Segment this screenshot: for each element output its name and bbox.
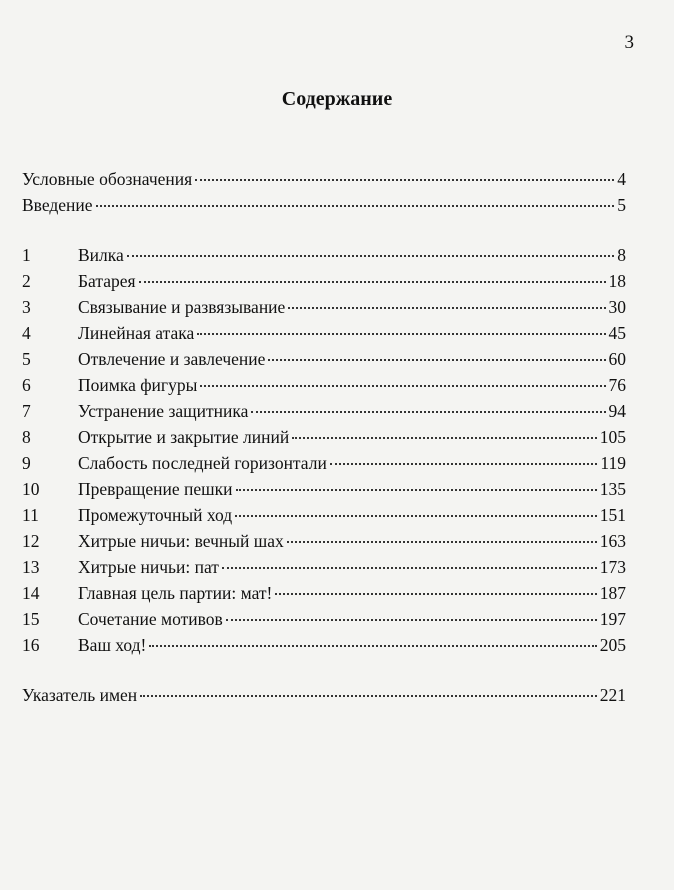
chapter-page: 105 bbox=[599, 427, 626, 447]
toc-entry-page: 4 bbox=[617, 169, 626, 189]
spacer bbox=[22, 218, 626, 242]
chapter-page: 60 bbox=[608, 349, 626, 369]
dot-leader bbox=[222, 567, 597, 569]
toc-chapter[interactable] bbox=[22, 502, 626, 528]
chapter-page: 187 bbox=[599, 583, 626, 603]
chapter-page: 205 bbox=[599, 635, 626, 655]
dot-leader bbox=[251, 411, 605, 413]
chapter-page: 119 bbox=[600, 453, 626, 473]
chapter-number: 9 bbox=[22, 453, 31, 473]
page-number: 3 bbox=[624, 32, 634, 53]
dot-leader bbox=[149, 645, 596, 647]
toc-chapter[interactable] bbox=[22, 372, 626, 398]
chapter-title: Открытие и закрытие линий bbox=[78, 427, 290, 447]
chapter-number: 10 bbox=[22, 479, 40, 499]
toc-chapter[interactable] bbox=[22, 450, 626, 476]
toc-entry-page: 221 bbox=[599, 685, 626, 705]
toc-chapter[interactable] bbox=[22, 580, 626, 606]
chapter-number: 13 bbox=[22, 557, 40, 577]
chapter-number: 1 bbox=[22, 245, 31, 265]
chapter-title: Связывание и развязывание bbox=[78, 297, 286, 317]
toc-chapter[interactable] bbox=[22, 554, 626, 580]
chapter-title: Сочетание мотивов bbox=[78, 609, 223, 629]
chapter-page: 197 bbox=[599, 609, 626, 629]
dot-leader bbox=[287, 541, 597, 543]
toc-chapter[interactable] bbox=[22, 476, 626, 502]
chapter-title: Превращение пешки bbox=[78, 479, 233, 499]
toc-chapter[interactable] bbox=[22, 606, 626, 632]
toc-chapter[interactable] bbox=[22, 346, 626, 372]
page-title: Содержание bbox=[281, 88, 393, 110]
toc-chapter[interactable] bbox=[22, 398, 626, 424]
toc-chapter[interactable] bbox=[22, 424, 626, 450]
dot-leader bbox=[288, 307, 605, 309]
toc-chapter[interactable] bbox=[22, 268, 626, 294]
chapter-page: 45 bbox=[608, 323, 626, 343]
dot-leader bbox=[200, 385, 605, 387]
dot-leader bbox=[140, 695, 597, 697]
toc-chapter[interactable] bbox=[22, 632, 626, 658]
dot-leader bbox=[127, 255, 614, 257]
chapter-page: 94 bbox=[608, 401, 626, 421]
chapter-page: 163 bbox=[599, 531, 626, 551]
toc-entry[interactable] bbox=[22, 192, 626, 218]
chapter-title: Промежуточный ход bbox=[78, 505, 233, 525]
chapter-title: Устранение защитника bbox=[78, 401, 249, 421]
dot-leader bbox=[275, 593, 596, 595]
chapter-page: 30 bbox=[608, 297, 626, 317]
chapter-page: 151 bbox=[599, 505, 626, 525]
chapter-page: 76 bbox=[608, 375, 626, 395]
chapter-number: 3 bbox=[22, 297, 31, 317]
chapter-number: 14 bbox=[22, 583, 40, 603]
toc-entry-label: Условные обозначения bbox=[22, 169, 193, 189]
toc-chapter[interactable] bbox=[22, 294, 626, 320]
chapter-title: Ваш ход! bbox=[78, 635, 147, 655]
chapter-number: 8 bbox=[22, 427, 31, 447]
chapter-number: 7 bbox=[22, 401, 31, 421]
dot-leader bbox=[330, 463, 598, 465]
chapter-title: Главная цель партии: мат! bbox=[78, 583, 273, 603]
chapter-page: 173 bbox=[599, 557, 626, 577]
dot-leader bbox=[195, 179, 614, 181]
chapter-number: 2 bbox=[22, 271, 31, 291]
chapter-title: Хитрые ничьи: вечный шах bbox=[78, 531, 284, 551]
chapter-number: 4 bbox=[22, 323, 31, 343]
chapter-title: Отвлечение и завлечение bbox=[78, 349, 266, 369]
chapter-title: Поимка фигуры bbox=[78, 375, 198, 395]
spacer bbox=[22, 658, 626, 682]
toc-chapter[interactable] bbox=[22, 242, 626, 268]
chapter-title: Линейная атака bbox=[78, 323, 195, 343]
dot-leader bbox=[292, 437, 597, 439]
chapter-number: 12 bbox=[22, 531, 40, 551]
chapter-title: Вилка bbox=[78, 245, 124, 265]
toc-entry[interactable] bbox=[22, 682, 626, 708]
toc-entry[interactable] bbox=[22, 166, 626, 192]
chapter-number: 5 bbox=[22, 349, 31, 369]
dot-leader bbox=[197, 333, 605, 335]
dot-leader bbox=[226, 619, 597, 621]
toc-entry-label: Указатель имен bbox=[22, 685, 138, 705]
chapter-number: 6 bbox=[22, 375, 31, 395]
chapter-title: Слабость последней горизонтали bbox=[78, 453, 327, 473]
chapter-page: 18 bbox=[608, 271, 626, 291]
dot-leader bbox=[235, 515, 597, 517]
chapter-number: 15 bbox=[22, 609, 40, 629]
toc-entry-page: 5 bbox=[617, 195, 626, 215]
dot-leader bbox=[139, 281, 606, 283]
dot-leader bbox=[268, 359, 605, 361]
chapter-title: Хитрые ничьи: пат bbox=[78, 557, 219, 577]
chapter-number: 16 bbox=[22, 635, 40, 655]
table-of-contents bbox=[22, 166, 626, 708]
chapter-page: 8 bbox=[617, 245, 626, 265]
dot-leader bbox=[96, 205, 615, 207]
toc-entry-label: Введение bbox=[22, 195, 93, 215]
chapter-number: 11 bbox=[22, 505, 39, 525]
chapter-page: 135 bbox=[599, 479, 626, 499]
toc-chapter[interactable] bbox=[22, 320, 626, 346]
dot-leader bbox=[236, 489, 597, 491]
chapter-title: Батарея bbox=[78, 271, 136, 291]
toc-chapter[interactable] bbox=[22, 528, 626, 554]
